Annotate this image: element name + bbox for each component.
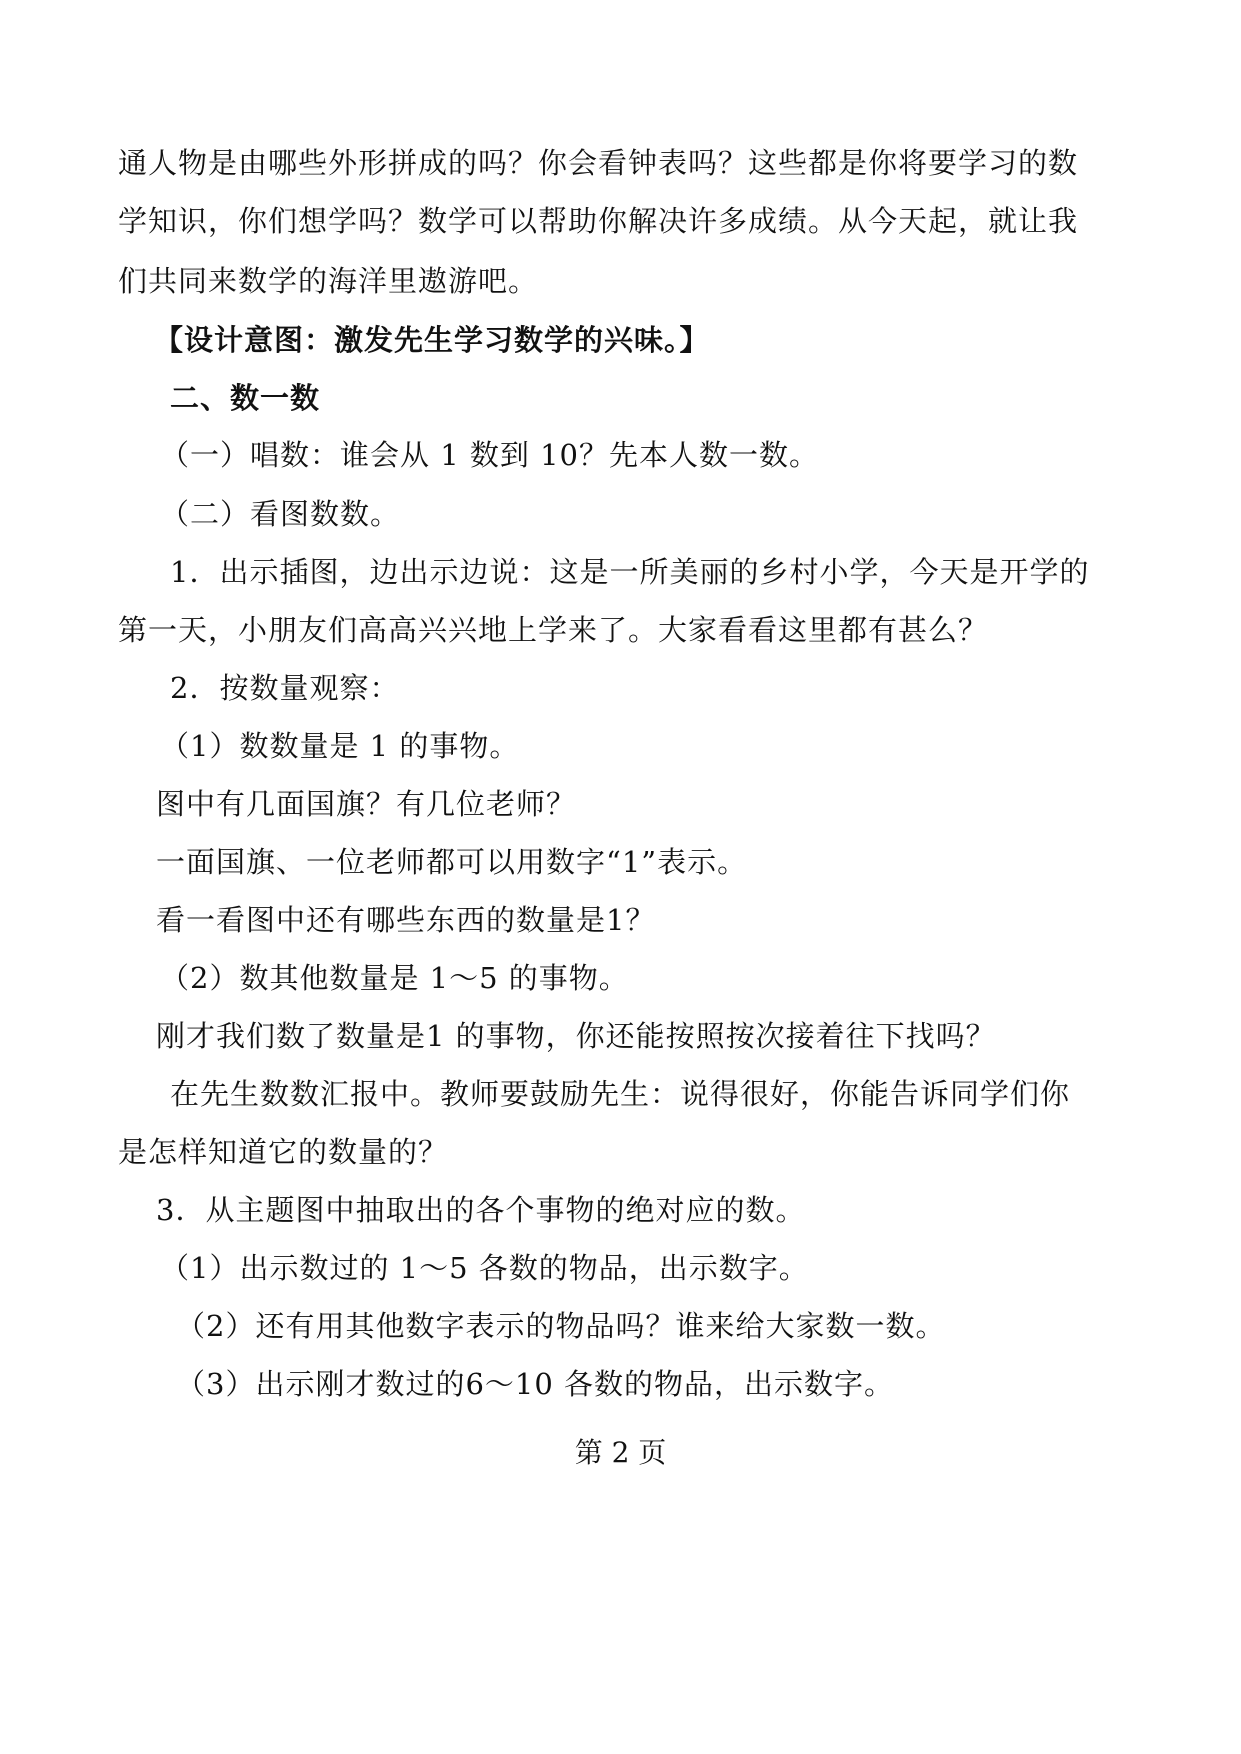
paragraph-line: （1）出示数过的 1～5 各数的物品，出示数字。 (160, 1251, 809, 1285)
paragraph-line: 在先生数数汇报中。教师要鼓励先生：说得很好，你能告诉同学们你 (170, 1077, 1071, 1111)
paragraph-line: 通人物是由哪些外形拼成的吗？你会看钟表吗？这些都是你将要学习的数 (118, 146, 1079, 180)
paragraph-line: 1．出示插图，边出示边说：这是一所美丽的乡村小学，今天是开学的 (170, 555, 1090, 589)
paragraph-line: 一面国旗、一位老师都可以用数字“1”表示。 (156, 845, 748, 879)
paragraph-line: （2）还有用其他数字表示的物品吗？谁来给大家数一数。 (176, 1309, 946, 1343)
paragraph-line: （1）数数量是 1 的事物。 (160, 729, 520, 763)
design-intent-heading: 【设计意图：激发先生学习数学的兴味。】 (154, 323, 710, 357)
paragraph-line: （二）看图数数。 (160, 497, 401, 531)
paragraph-line: 刚才我们数了数量是1 的事物，你还能按照按次接着往下找吗？ (156, 1019, 996, 1053)
paragraph-line: 们共同来数学的海洋里遨游吧。 (118, 264, 539, 298)
paragraph-line: 是怎样知道它的数量的？ (118, 1135, 449, 1169)
paragraph-line: 第一天，小朋友们高高兴兴地上学来了。大家看看这里都有甚么？ (118, 613, 989, 647)
paragraph-line: 学知识，你们想学吗？数学可以帮助你解决许多成绩。从今天起，就让我 (118, 204, 1079, 238)
paragraph-line: 图中有几面国旗？有几位老师？ (156, 787, 577, 821)
paragraph-line: 3．从主题图中抽取出的各个事物的绝对应的数。 (156, 1193, 806, 1227)
paragraph-line: （一）唱数：谁会从 1 数到 10？先本人数一数。 (160, 438, 820, 472)
paragraph-line: 2．按数量观察： (170, 671, 400, 705)
section-heading: 二、数一数 (170, 381, 321, 415)
paragraph-line: 看一看图中还有哪些东西的数量是1？ (156, 903, 656, 937)
paragraph-line: （2）数其他数量是 1～5 的事物。 (160, 961, 629, 995)
page-number: 第 2 页 (574, 1436, 667, 1469)
paragraph-line: （3）出示刚才数过的6～10 各数的物品，出示数字。 (176, 1367, 895, 1401)
